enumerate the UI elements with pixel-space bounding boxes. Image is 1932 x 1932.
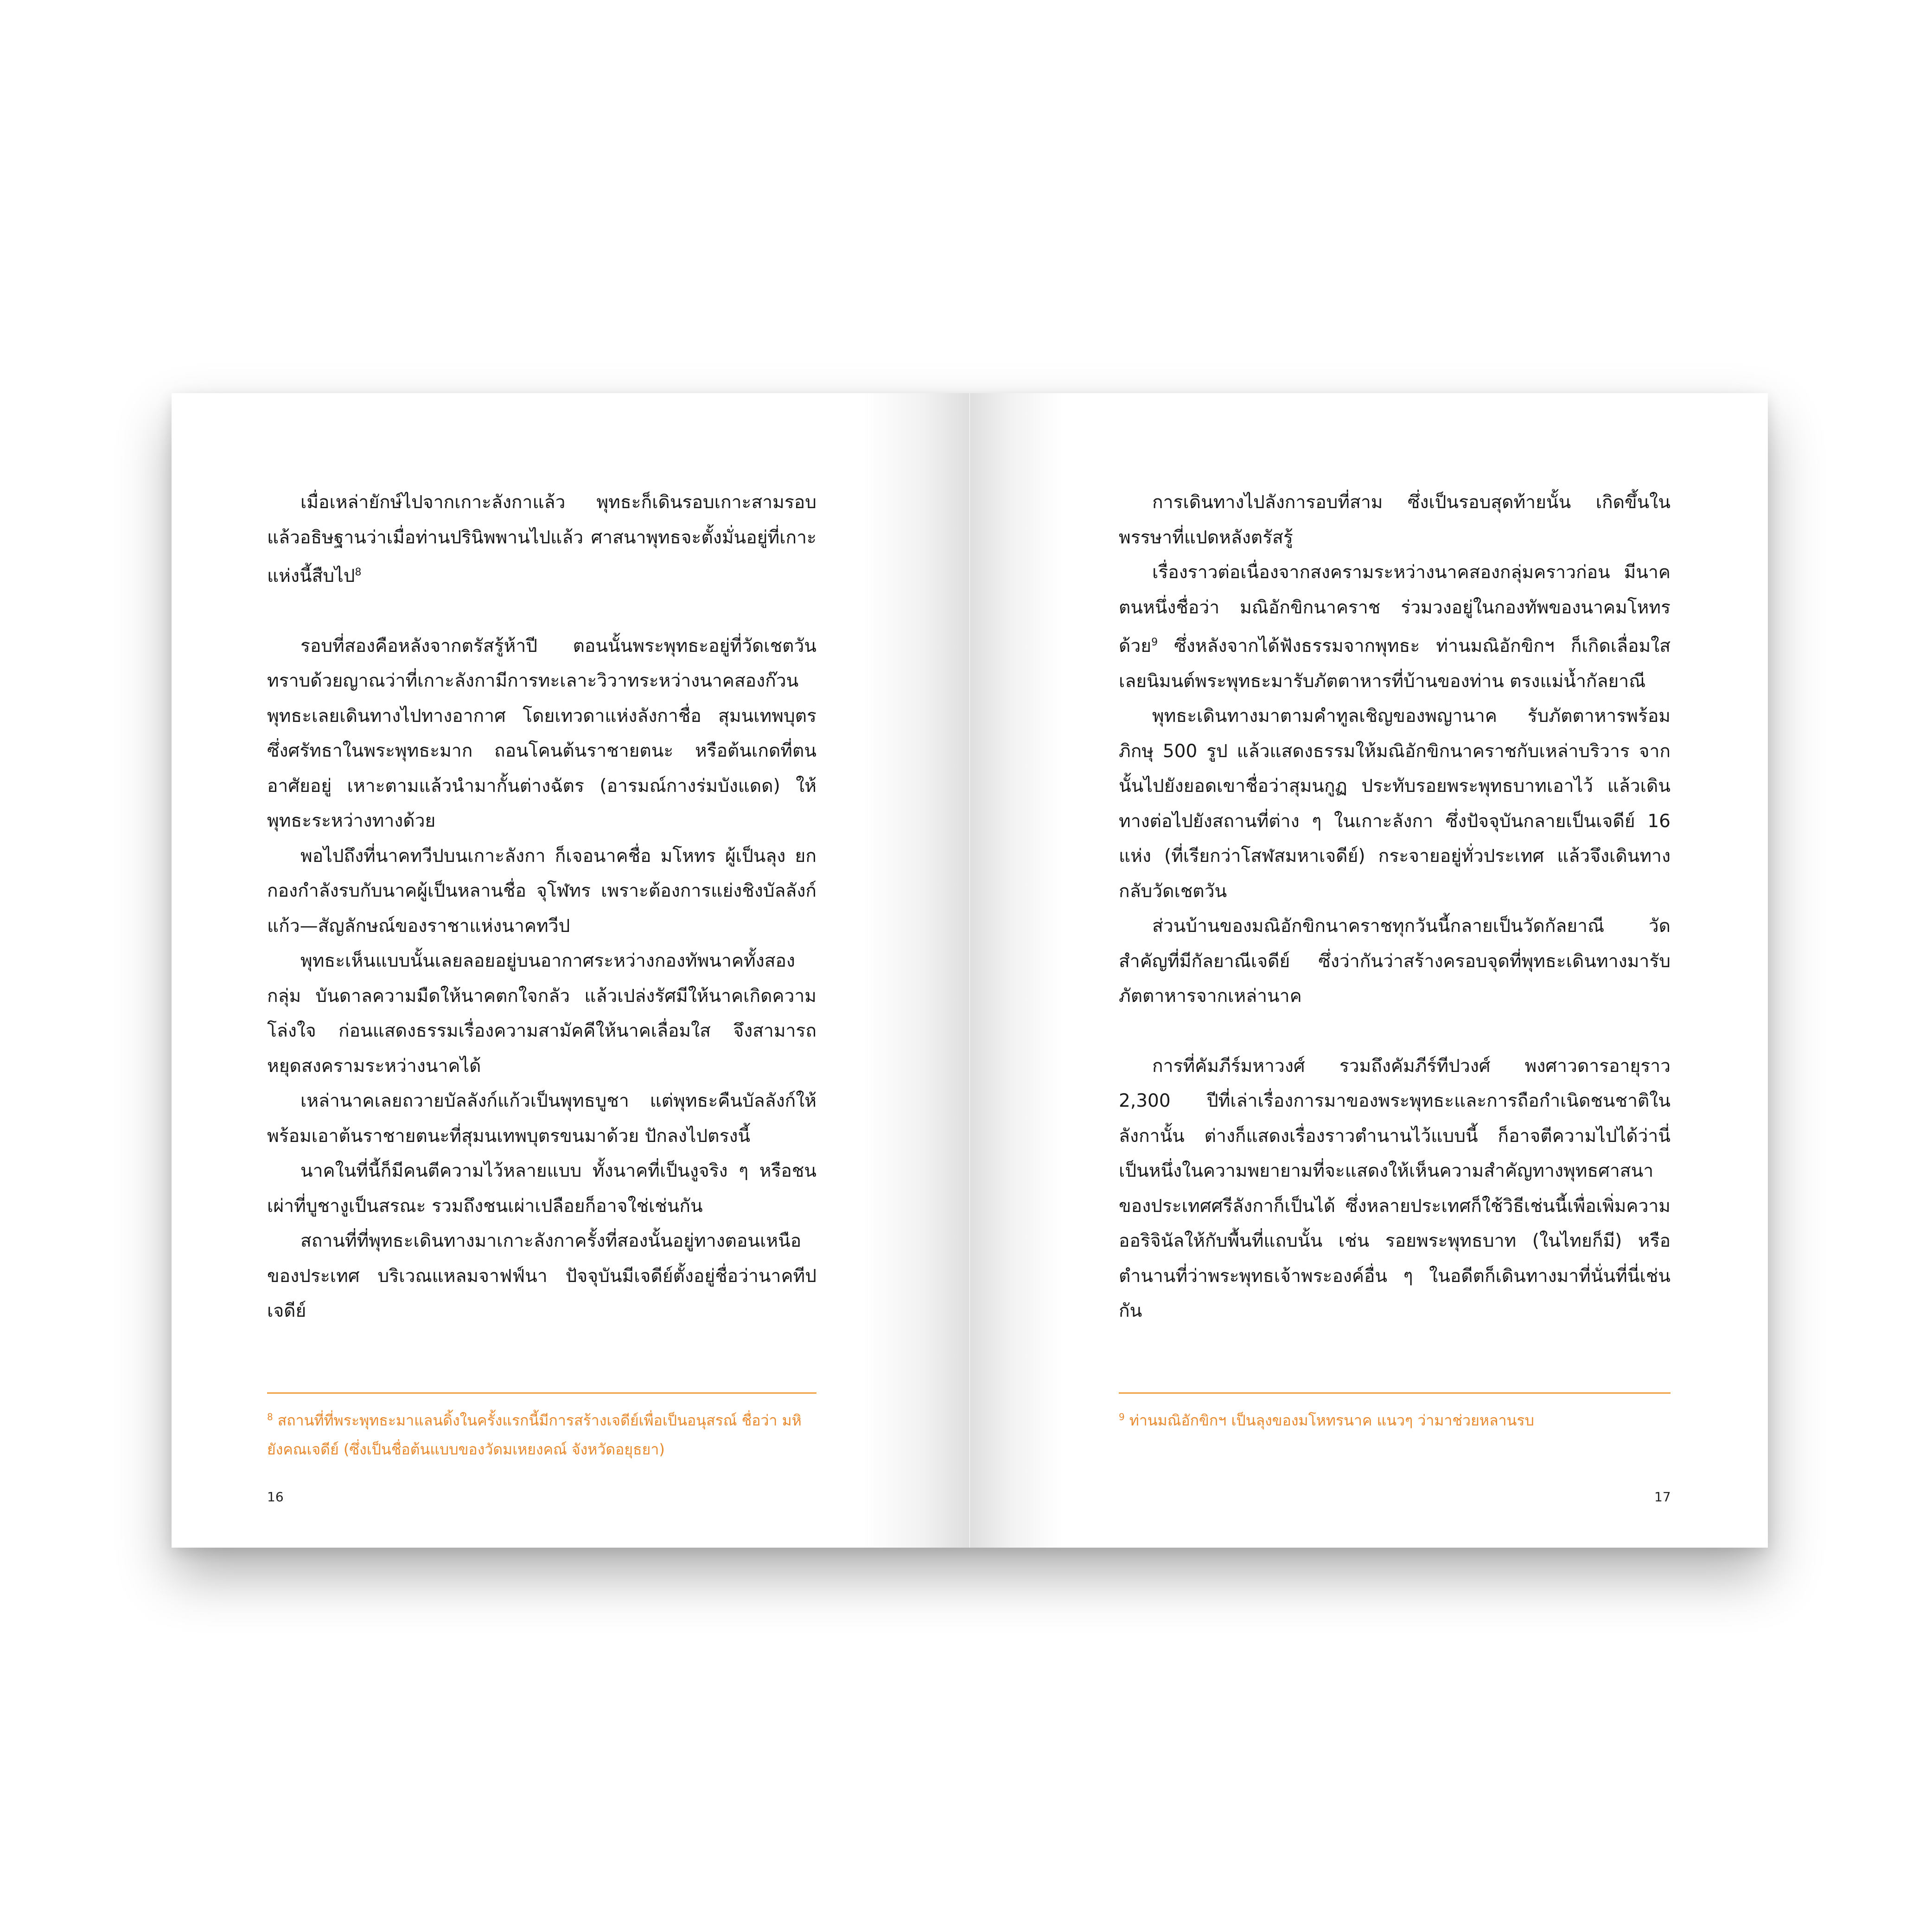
- footnote-text: ท่านมณิอักขิกฯ เป็นลุงของมโหทรนาค แนวๆ ว่ามาช่วยหลานรบ: [1129, 1411, 1534, 1429]
- page-number: 17: [1654, 1489, 1671, 1505]
- footnote-number: 9: [1119, 1411, 1125, 1422]
- paragraph: พอไปถึงที่นาคทวีปบนเกาะลังกา ก็เจอนาคชื่อ มโหทร ผู้เป็นลุง ยกกองกำลังรบกับนาคผู้เป็นหลานชื่อ จุโฬทร เพราะต้องการแย่งชิงบัลลังก์แก้ว—สัญลักษณ์ของราชาแห่งนาคทวีป: [267, 845, 816, 937]
- paragraph: การที่คัมภีร์มหาวงศ์ รวมถึงคัมภีร์ทีปวงศ์ พงศาวดารอายุราว 2,300 ปีที่เล่าเรื่องการมาของพระพุทธะและการถือกำเนิดชนชาติในลังกานั้น ต่างก็แสดงเรื่องราวตำนานไว้แบบนี้ ก็อาจตีความไปได้ว่านี่เป็นหนึ่งในความพยายามที่จะแสดงให้เห็นความสำคัญทางพุทธศาสนาของประเทศศรีลังกาก็เป็นได้ ซึ่งหลายประเทศก็ใช้วิธีเช่นนี้เพื่อเพิ่มความออริจินัลให้กับพื้นที่แถบนั้น เช่น รอยพระพุทธบาท (ในไทยก็มี) หรือตำนานที่ว่าพระพุทธเจ้าพระองค์อื่น ๆ ในอดีตก็เดินทางมาที่นั่นที่นี่เช่นกัน: [1119, 1055, 1671, 1321]
- footnote: [267, 1403, 816, 1464]
- paragraph: สถานที่ที่พุทธะเดินทางมาเกาะลังกาครั้งที่สองนั้นอยู่ทางตอนเหนือของประเทศ บริเวณแหลมจาฟฟ์นา ปัจจุบันมีเจดีย์ตั้งอยู่ชื่อว่านาคทีปเจดีย์: [267, 1231, 816, 1321]
- left-page: [172, 393, 969, 1548]
- paragraph: นาคในที่นี้ก็มีคนตีความไว้หลายแบบ ทั้งนาคที่เป็นงูจริง ๆ หรือชนเผ่าที่บูชางูเป็นสรณะ รวมถึงชนเผ่าเปลือยก็อาจใช่เช่นกัน: [267, 1160, 816, 1217]
- book-spread: [172, 393, 1768, 1548]
- paragraph: พุทธะเห็นแบบนั้นเลยลอยอยู่บนอากาศระหว่างกองทัพนาคทั้งสองกลุ่ม บันดาลความมืดให้นาคตกใจกลัว แล้วเปล่งรัศมีให้นาคเกิดความโล่งใจ ก่อนแสดงธรรมเรื่องความสามัคคีให้นาคเลื่อมใส จึงสามารถหยุดสงครามระหว่างนาคได้: [267, 950, 816, 1077]
- footnote-ref: 8: [355, 567, 362, 578]
- left-page-body: [267, 485, 816, 1329]
- paragraph: เมื่อเหล่ายักษ์ไปจากเกาะลังกาแล้ว พุทธะก็เดินรอบเกาะสามรอบ แล้วอธิษฐานว่าเมื่อท่านปรินิพพานไปแล้ว ศาสนาพุทธจะตั้งมั่นอยู่ที่เกาะแห่งนี้สืบไป$^8$: [267, 492, 816, 587]
- footnote-text: สถานที่ที่พระพุทธะมาแลนดิ้งในครั้งแรกนี้มีการสร้างเจดีย์เพื่อเป็นอนุสรณ์ ชื่อว่า มหิยังคณเจดีย์ (ซึ่งเป็นชื่อต้นแบบของวัดมเหยงคณ์ จังหวัดอยุธยา): [267, 1411, 802, 1458]
- footnote-divider: [267, 1392, 816, 1394]
- footnote-number: 8: [267, 1411, 273, 1422]
- paragraph: เรื่องราวต่อเนื่องจากสงครามระหว่างนาคสองกลุ่มคราวก่อน มีนาคตนหนึ่งชื่อว่า มณิอักขิกนาคราช ร่วมวงอยู่ในกองทัพของนาคมโหทรด้วย$^9$ ซึ่งหลังจากได้ฟังธรรมจากพุทธะ ท่านมณิอักขิกฯ ก็เกิดเลื่อมใส เลยนิมนต์พระพุทธะมารับภัตตาหารที่บ้านของท่าน ตรงแม่น้ำกัลยาณี: [1119, 562, 1671, 692]
- page-number: 16: [267, 1489, 284, 1505]
- paragraph: พุทธะเดินทางมาตามคำทูลเชิญของพญานาค รับภัตตาหารพร้อมภิกษุ 500 รูป แล้วแสดงธรรมให้มณิอักขิกนาคราชกับเหล่าบริวาร จากนั้นไปยังยอดเขาชื่อว่าสุมนกูฏ ประทับรอยพระพุทธบาทเอาไว้ แล้วเดินทางต่อไปยังสถานที่ต่าง ๆ ในเกาะลังกา ซึ่งปัจจุบันกลายเป็นเจดีย์ 16 แห่ง (ที่เรียกว่าโสฬสมหาเจดีย์) กระจายอยู่ทั่วประเทศ แล้วจึงเดินทางกลับวัดเชตวัน: [1119, 706, 1671, 902]
- paragraph: เหล่านาคเลยถวายบัลลังก์แก้วเป็นพุทธบูชา แต่พุทธะคืนบัลลังก์ให้ พร้อมเอาต้นราชายตนะที่สุมนเทพบุตรขนมาด้วย ปักลงไปตรงนี้: [267, 1090, 816, 1147]
- footnote-divider: [1119, 1392, 1671, 1394]
- footnote-ref: 9: [1151, 637, 1158, 648]
- right-page-body: [1119, 485, 1671, 1329]
- footnote: [1119, 1403, 1671, 1435]
- paragraph: รอบที่สองคือหลังจากตรัสรู้ห้าปี ตอนนั้นพระพุทธะอยู่ที่วัดเชตวัน ทราบด้วยญาณว่าที่เกาะลังกามีการทะเลาะวิวาทระหว่างนาคสองก๊วน พุทธะเลยเดินทางไปทางอากาศ โดยเทวดาแห่งลังกาชื่อ สุมนเทพบุตร ซึ่งศรัทธาในพระพุทธะมาก ถอนโคนต้นราชายตนะ หรือต้นเกดที่ตนอาศัยอยู่ เหาะตามแล้วนำมากั้นต่างฉัตร (อารมณ์กางร่มบังแดด) ให้พุทธะระหว่างทางด้วย: [267, 635, 816, 831]
- paragraph: ส่วนบ้านของมณิอักขิกนาคราชทุกวันนี้กลายเป็นวัดกัลยาณี วัดสำคัญที่มีกัลยาณีเจดีย์ ซึ่งว่ากันว่าสร้างครอบจุดที่พุทธะเดินทางมารับภัตตาหารจากเหล่านาค: [1119, 916, 1671, 1007]
- right-page: [970, 393, 1768, 1548]
- paragraph: การเดินทางไปลังการอบที่สาม ซึ่งเป็นรอบสุดท้ายนั้น เกิดขึ้นในพรรษาที่แปดหลังตรัสรู้: [1119, 492, 1671, 548]
